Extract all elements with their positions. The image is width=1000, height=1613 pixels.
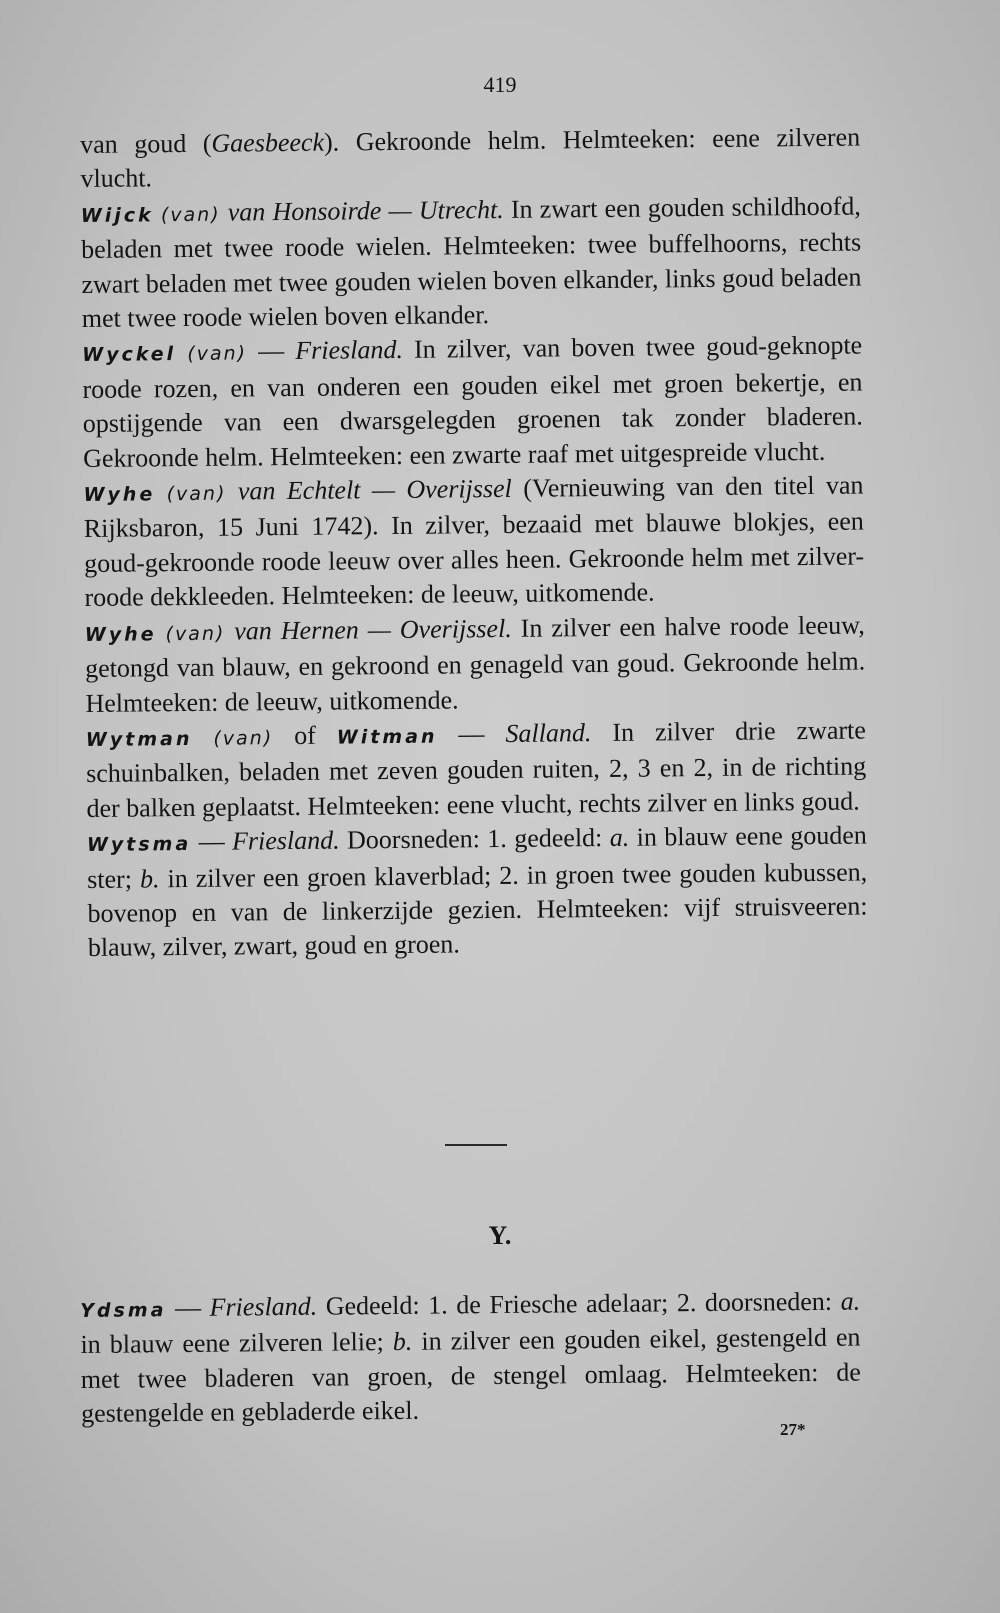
text-run [226, 477, 238, 506]
entry-name: Wytman [85, 727, 193, 751]
text-run: ). Gekroonde helm. Helmteeken: eene zilveren vlucht. [80, 122, 861, 194]
text-run: Friesland. [295, 335, 404, 366]
text-run: (van) [166, 482, 227, 506]
entry-name: Wyhe [83, 483, 156, 507]
entry-name: Witman [336, 725, 438, 749]
text-run: In zilver een halve roode leeuw, getongd van blauw, en gekroond en genageld van goud. Gekroonde helm. Helmteeken: de leeuw, uitkomende. [85, 610, 866, 718]
text-run: In zilver drie zwarte schuinbalken, beladen met zeven gouden ruiten, 2, 3 en 2, in de richting der balken geplaatst. Helmteeken: eene vlucht, rechts zilver en links goud. [86, 715, 867, 823]
entry-paragraph [80, 1285, 861, 1432]
text-run: Gedeeld: 1. de Friesche adelaar; 2. doorsneden: [317, 1286, 841, 1321]
text-run: b. [139, 863, 160, 893]
text-run: (van) [160, 203, 221, 227]
entry-paragraph [85, 608, 866, 721]
text-run [155, 477, 167, 506]
entry-name: Wijck [80, 204, 154, 227]
body-text [80, 121, 868, 966]
text-run: b. [392, 1327, 413, 1357]
text-run: a. [840, 1286, 861, 1316]
text-run: In zwart een gouden schildhoofd, beladen met twee roode wielen. Helmteeken: twee buffelhoorns, rechts zwart beladen met twee gouden wielen boven elkander, links goud beladen met twee roode wielen boven elkander. [81, 191, 862, 334]
text-run: Salland. [505, 718, 592, 748]
text-run: van goud ( [80, 128, 212, 159]
text-run: (van) [213, 727, 274, 750]
text-run: van Honsoirde — Utrecht. [227, 194, 504, 227]
text-run: Gaesbeeck [211, 127, 325, 158]
text-run: (Vernieuwing van den titel van Rijksbaron, 15 Juni 1742). In zilver, bezaaid met blauwe blokjes, een goud-gekroonde roode leeuw over alles heen. Gekroonde helm met zilver-roode dekkleeden. Helmteeken: de leeuw, uitkomende. [83, 470, 865, 613]
section-divider [445, 1144, 507, 1146]
text-run: (van) [187, 342, 248, 366]
text-run: Doorsneden: 1. gedeeld: [339, 823, 610, 855]
entry-name: Wyhe [84, 622, 157, 646]
text-run: — [166, 1292, 210, 1323]
text-run: van Hernen — Overijssel. [234, 613, 512, 646]
text-run: — [246, 336, 296, 366]
signature-mark: 27* [780, 1420, 806, 1439]
entry-name: Ydsma [80, 1299, 167, 1322]
section-heading: Y. [488, 1221, 512, 1250]
text-run: (van) [165, 622, 226, 645]
text-run [156, 617, 165, 646]
entry-paragraph [87, 819, 868, 966]
text-run [176, 337, 187, 366]
entry-paragraph [80, 121, 861, 197]
text-run: Friesland. [209, 1291, 318, 1322]
text-run: of [273, 720, 337, 751]
text-run: a. [609, 822, 630, 853]
entry-paragraph [83, 469, 864, 616]
text-run: In zilver, van boven twee goud-geknopte roode rozen, en van onderen een gouden eikel met groen bekertje, en opstijgende van een dwarsgelegden groenen tak zonder bladeren. Gekroonde helm. Helmteeken: een zwarte raaf met uitgespreide vlucht. [82, 330, 863, 473]
page-number: 419 [483, 72, 517, 97]
text-run: — [437, 718, 506, 749]
entry-paragraph [86, 713, 867, 826]
text-run: van Echtelt — Overijssel [237, 473, 512, 506]
entry-name: Wyckel [82, 343, 177, 367]
text-run: in zilver een gouden eikel, gestengeld en met twee bladeren van groen, de stengel omlaag. Helmteeken: de gestengelde en gebladerde eikel. [80, 1322, 861, 1429]
text-run: in zilver een groen klaverblad; 2. in groen twee gouden kubussen, bovenop en van de linkerzijde gezien. Helmteeken: vijf struisveeren: blauw, zilver, zwart, goud en groen. [87, 857, 868, 963]
entry-paragraph [81, 189, 862, 336]
text-run: in blauw eene gouden ster; [87, 820, 867, 894]
body-text-y [80, 1285, 861, 1432]
entry-paragraph [82, 329, 863, 476]
text-run: — [191, 826, 233, 857]
text-run: in blauw eene zilveren lelie; [80, 1327, 393, 1360]
text-run [192, 722, 213, 751]
entry-name: Wytsma [86, 833, 192, 857]
text-run: Friesland. [231, 825, 340, 856]
